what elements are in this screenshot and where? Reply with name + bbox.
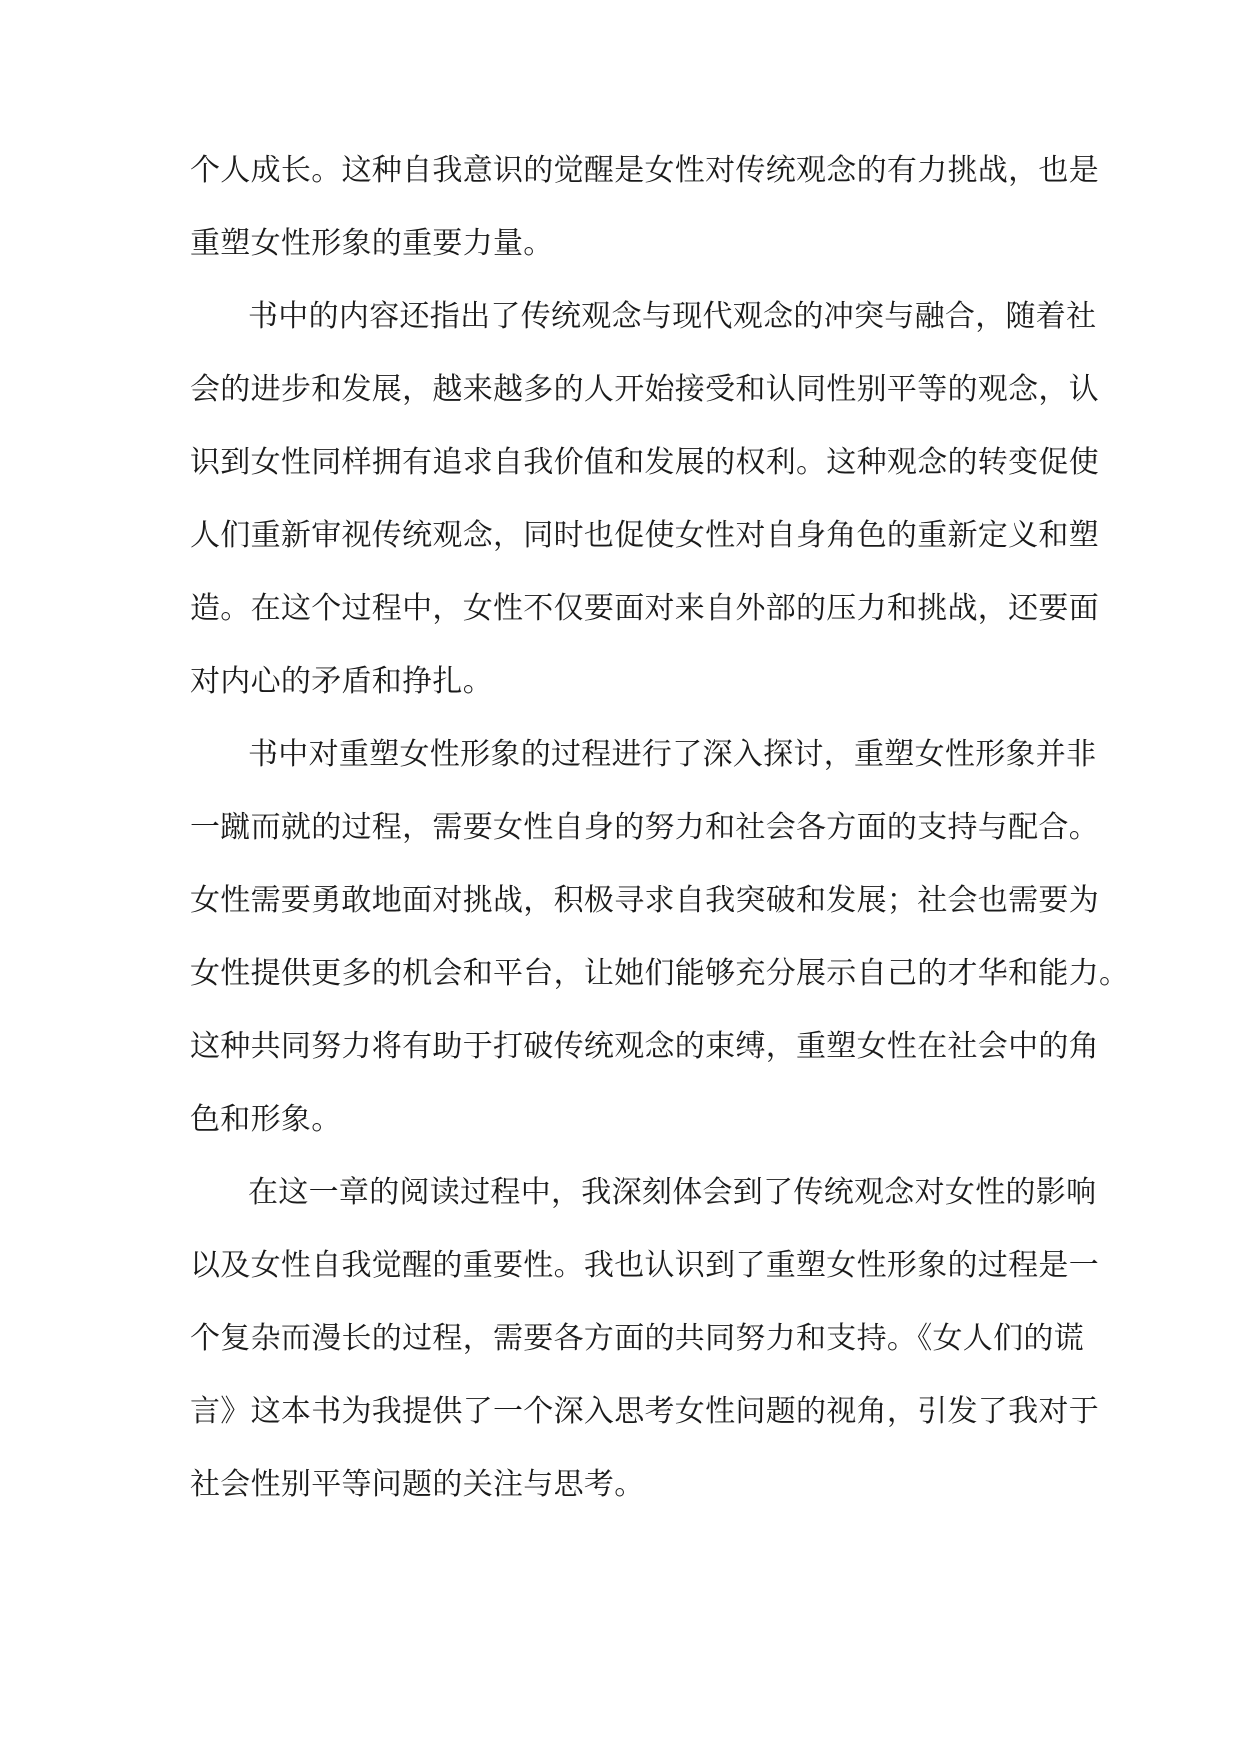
- text-line: 对内心的矛盾和挣扎。: [190, 664, 493, 699]
- text-line: 个人成长。这种自我意识的觉醒是女性对传统观念的有力挑战，也是: [190, 153, 1099, 188]
- text-line: 人们重新审视传统观念，同时也促使女性对自身角色的重新定义和塑: [190, 518, 1099, 553]
- text-line: 识到女性同样拥有追求自我价值和发展的权利。这种观念的转变促使: [190, 445, 1099, 480]
- text-line: 言》这本书为我提供了一个深入思考女性问题的视角，引发了我对于: [190, 1394, 1099, 1429]
- text-line: 女性提供更多的机会和平台，让她们能够充分展示自己的才华和能力。: [190, 956, 1130, 991]
- paragraph-first-line: 书中的内容还指出了传统观念与现代观念的冲突与融合，随着社: [248, 299, 1097, 334]
- text-line: 这种共同努力将有助于打破传统观念的束缚，重塑女性在社会中的角: [190, 1029, 1099, 1064]
- body-text: [190, 141, 1130, 1528]
- text-line: 社会性别平等问题的关注与思考。: [190, 1467, 645, 1502]
- text-line: 个复杂而漫长的过程，需要各方面的共同努力和支持。《女人们的谎: [190, 1321, 1084, 1356]
- text-line: 色和形象。: [190, 1102, 342, 1137]
- text-line: 会的进步和发展，越来越多的人开始接受和认同性别平等的观念，认: [190, 372, 1099, 407]
- text-line: 以及女性自我觉醒的重要性。我也认识到了重塑女性形象的过程是一: [190, 1248, 1099, 1283]
- paragraph-first-line: 在这一章的阅读过程中，我深刻体会到了传统观念对女性的影响: [248, 1175, 1097, 1210]
- text-line: 重塑女性形象的重要力量。: [190, 226, 554, 261]
- paragraph-first-line: 书中对重塑女性形象的过程进行了深入探讨，重塑女性形象并非: [248, 737, 1097, 772]
- text-line: 女性需要勇敢地面对挑战，积极寻求自我突破和发展；社会也需要为: [190, 883, 1099, 918]
- text-line: 造。在这个过程中，女性不仅要面对来自外部的压力和挑战，还要面: [190, 591, 1099, 626]
- text-line: 一蹴而就的过程，需要女性自身的努力和社会各方面的支持与配合。: [190, 810, 1099, 845]
